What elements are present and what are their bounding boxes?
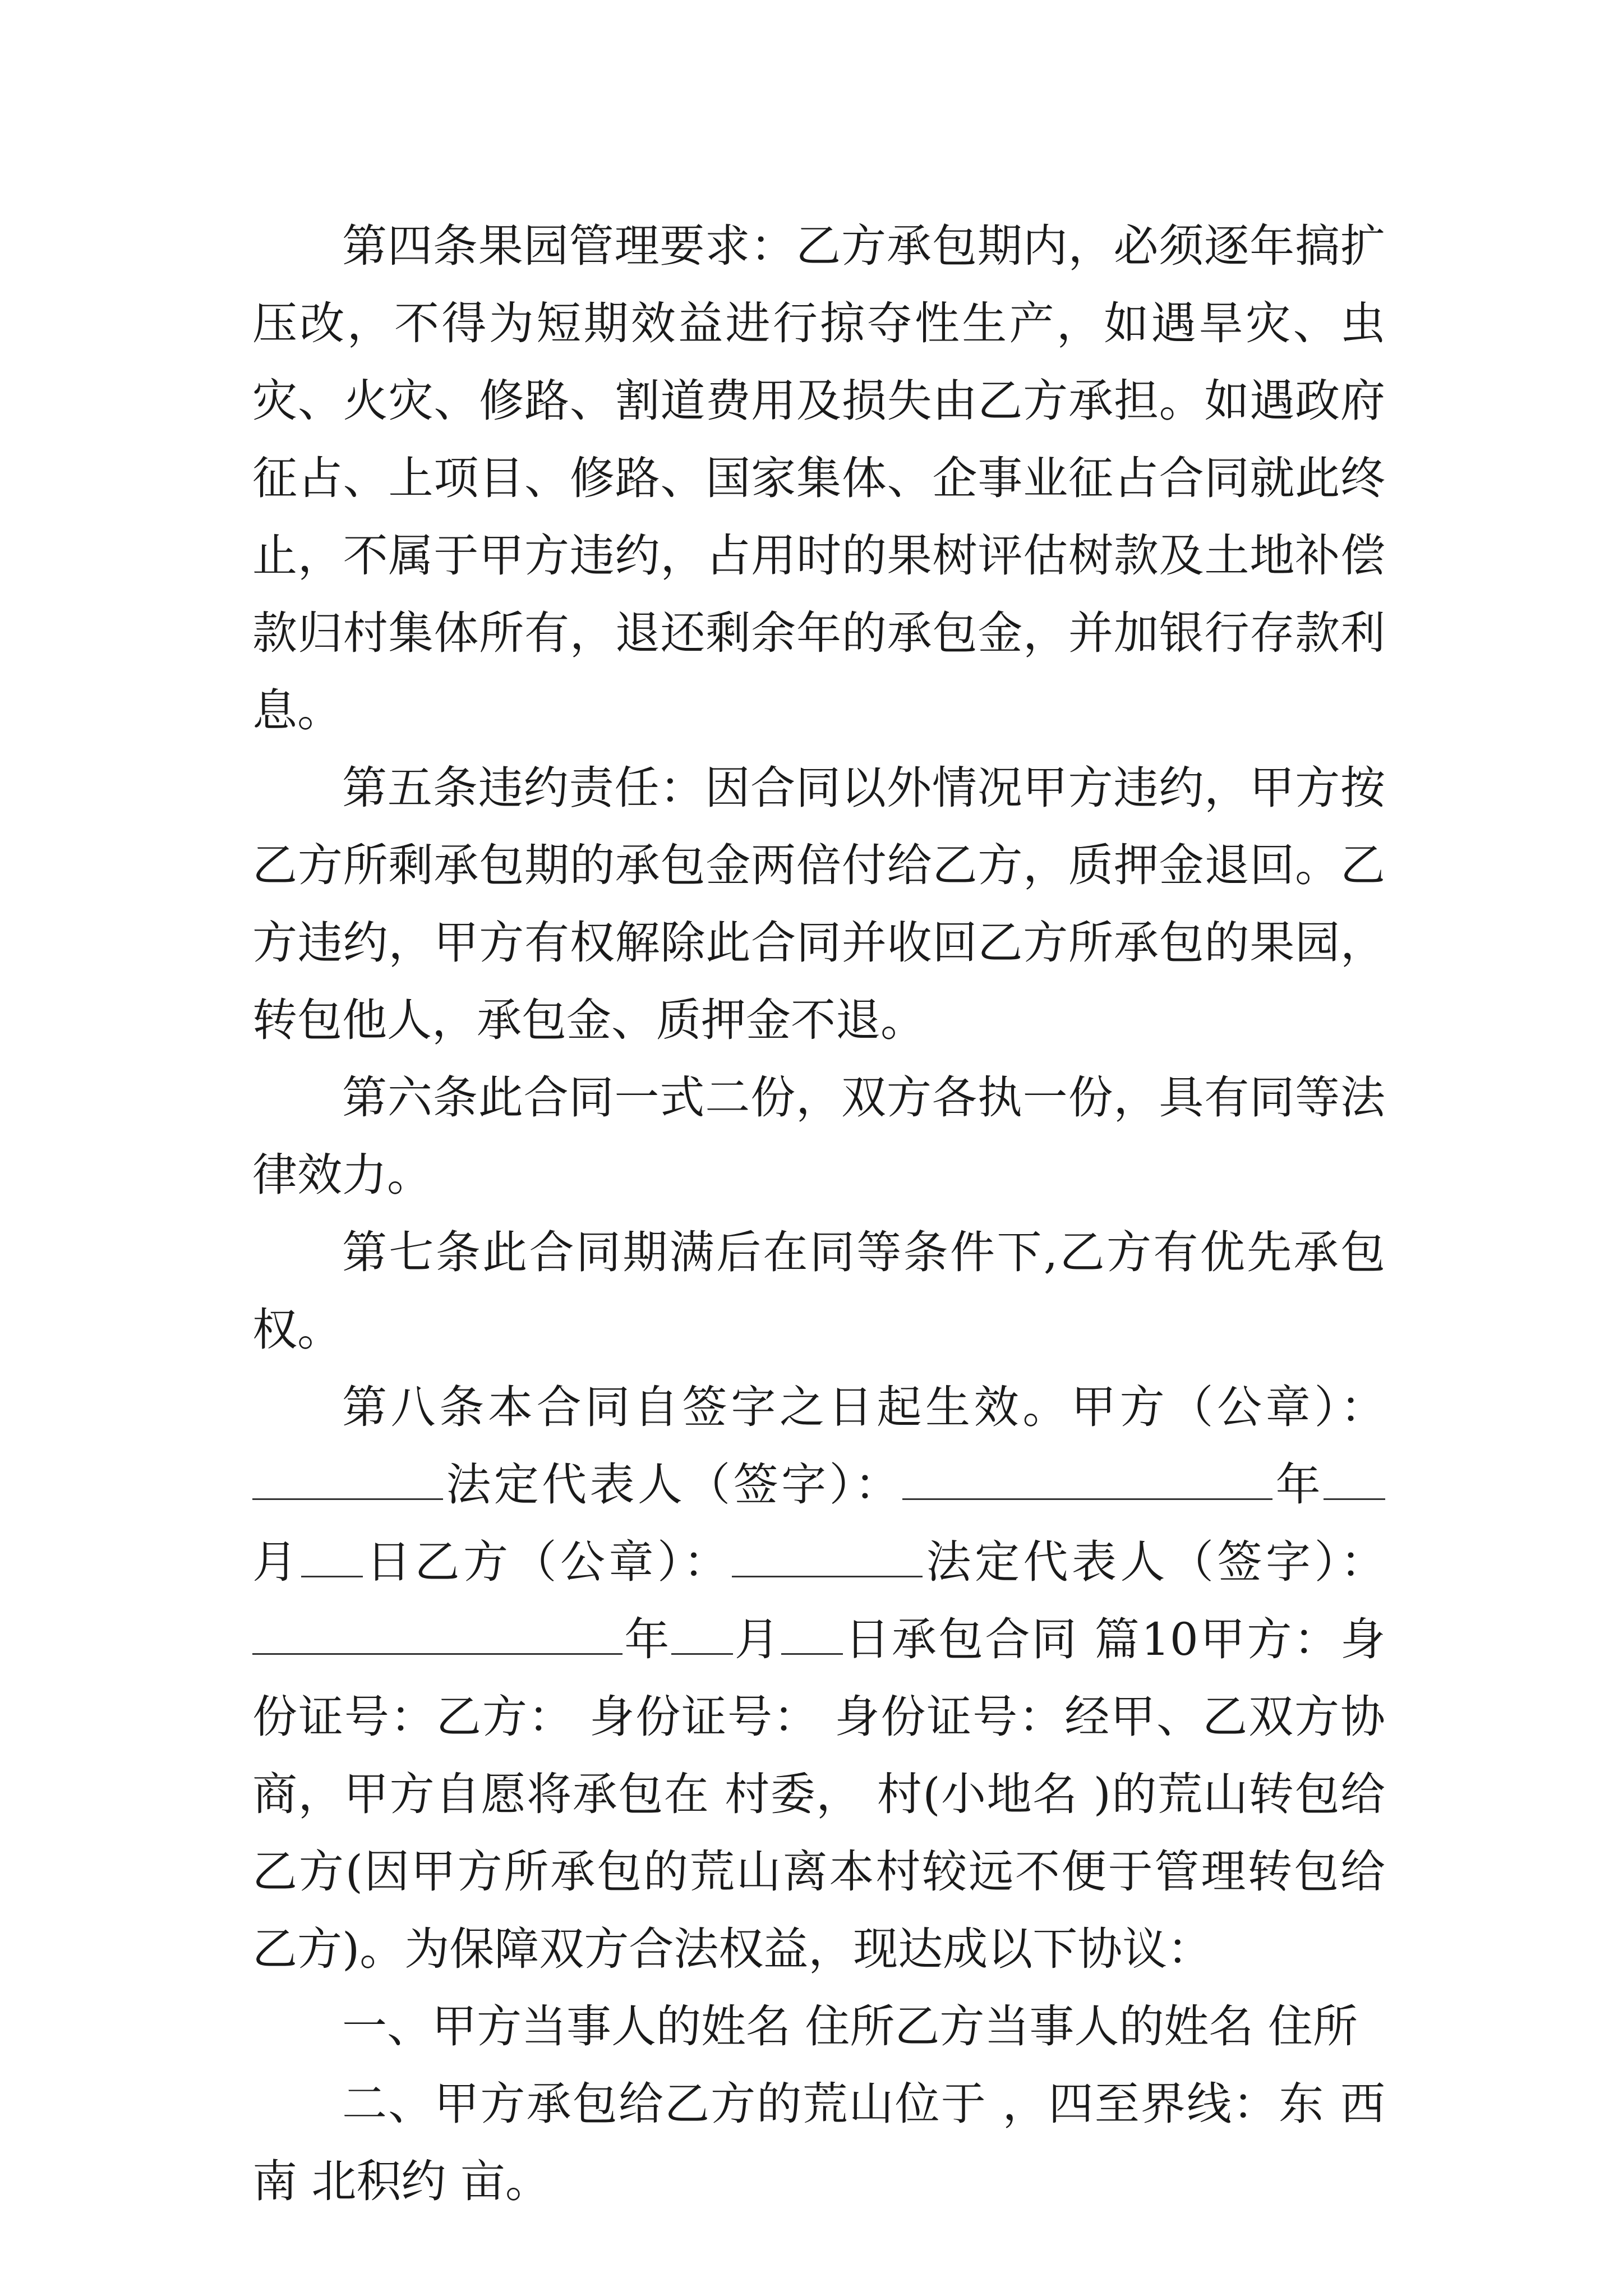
date-blank xyxy=(1324,1465,1385,1500)
year-a-label: 年 xyxy=(1272,1458,1324,1511)
signature-blank xyxy=(252,1465,443,1500)
item-1: 一、甲方当事人的姓名 住所乙方当事人的姓名 住所 xyxy=(342,2000,1358,2053)
signature-blank xyxy=(732,1542,923,1577)
day-party-b-label: 日乙方（公章）： xyxy=(362,1536,732,1588)
item-2: 二、甲方承包给乙方的荒山位于 ，四至界线：东 西 南 北积约 亩。 xyxy=(252,2078,1385,2207)
article-8-lead: 第八条本合同自签字之日起生效。甲方（公章）： xyxy=(342,1381,1385,1433)
date-blank xyxy=(781,1619,843,1655)
article-7: 第七条此合同期满后在同等条件下,乙方有优先承包权。 xyxy=(252,1226,1385,1356)
article-8 xyxy=(252,1369,1385,1988)
date-blank xyxy=(671,1619,733,1655)
article-4: 第四条果园管理要求：乙方承包期内，必须逐年搞扩压改，不得为短期效益进行掠夺性生产，如遇旱灾、虫灾、火灾、修路、割道费用及损失由乙方承担。如遇政府征占、上项目、修路、国家集体、企事业征占合同就此终止，不属于甲方违约，占用时的果树评估树款及土地补偿款归村集体所有，退还剩余年的承包金，并加银行存款利息。 xyxy=(252,220,1385,737)
article-5: 第五条违约责任：因合同以外情况甲方违约，甲方按乙方所剩承包期的承包金两倍付给乙方，质押金退回。乙方违约，甲方有权解除此合同并收回乙方所承包的果园，转包他人，承包金、质押金不退。 xyxy=(252,762,1385,1046)
year-b-label: 年 xyxy=(623,1613,671,1665)
signature-blank xyxy=(252,1619,623,1655)
signature-blank xyxy=(902,1465,1272,1500)
date-blank xyxy=(301,1542,363,1577)
article-6: 第六条此合同一式二份，双方各执一份，具有同等法律效力。 xyxy=(252,1071,1385,1201)
month-b-label: 月 xyxy=(732,1613,782,1665)
document-page xyxy=(252,208,1385,2220)
rep-b-label: 法定代表人（签字）： xyxy=(923,1536,1385,1588)
month-a-label: 月 xyxy=(252,1536,301,1588)
article-8-tail: 日承包合同 篇10甲方：身份证号：乙方： 身份证号： 身份证号：经甲、乙双方协商，甲方自愿将承包在 村委， 村(小地名 )的荒山转包给乙方(因甲方所承包的荒山离本村较远不便于管理转包给乙方)。为保障双方合法权益，现达成以下协议： xyxy=(252,1613,1386,1975)
rep-a-label: 法定代表人（签字）： xyxy=(443,1458,903,1511)
